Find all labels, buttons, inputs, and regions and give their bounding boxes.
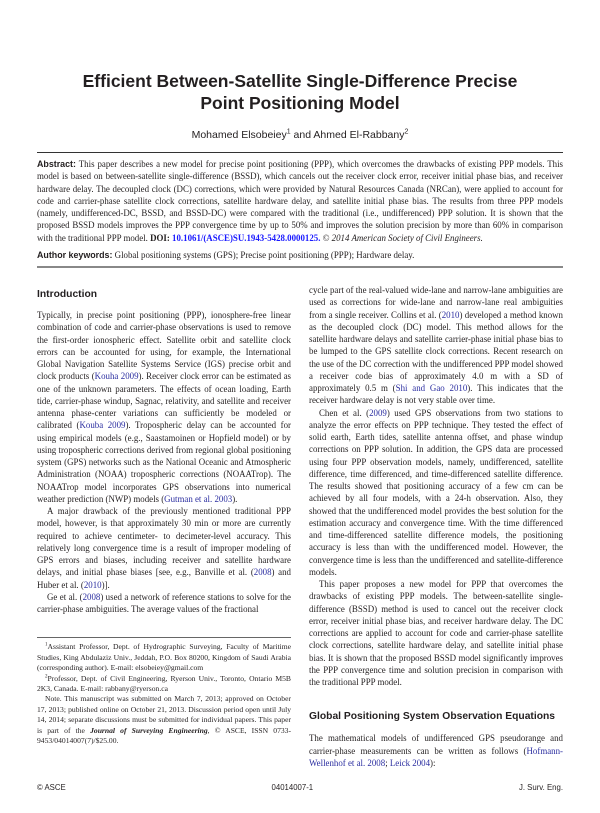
footer-publisher: © ASCE xyxy=(37,783,66,793)
paragraph-text: ). Tropospheric delay can be accounted for using empirical models (e.g., Saastamoinen or Hopfield model) or by using tropospheric corrections derived from regional global positioning system (GPS) networks such as the National Oceanic and Atmospheric Administration (NOAA) tropospheric corrections (NOAATrop). The NOAATrop model incorporates GPS observations into numerical weather prediction (NWP) models ( xyxy=(37,420,291,504)
keywords-text: Global positioning systems (GPS); Precise point positioning (PPP); Hardware delay. xyxy=(112,250,415,261)
abstract-text: This paper describes a new model for precise point positioning (PPP), which overcomes the drawbacks of existing PPP models. This model is based on between-satellite single-difference (BSSD), which cancels out the receiver clock error, receiver initial phase bias, and receiver hardware delay. The decoupled clock (DC) corrections, which were provided by Natural Resources Canada (NRCan), were applied to account for code and carrier-phase satellite clock corrections, satellite hardware delay, and satellite initial phase bias. The results from three PPP models (namely, undifferenced-DC, BSSD, and BSSD-DC) were compared with the traditional (i.e., undifferenced) PPP solution. It is shown that the proposed BSSD models improves the PPP convergence time by up to 50% and improves the solution precision by more than 60% in comparison with the traditional PPP model. xyxy=(37,159,563,243)
citation-link[interactable]: Leick 2004 xyxy=(389,757,431,768)
paragraph xyxy=(309,732,563,769)
citation-link[interactable]: 2010 xyxy=(441,309,460,320)
footnote-text: Assistant Professor, Dept. of Hydrographic Surveying, Faculty of Maritime Studies, King Abdulaziz Univ., Jeddah, P.O. Box 80200, Kingdom of Saudi Arabia (corresponding author). E-mail: elsobeiey@gmail.com xyxy=(37,642,291,673)
citation-link[interactable]: 2008 xyxy=(82,591,101,602)
footnote-mark: 1 xyxy=(45,642,48,648)
footnote-text: Professor, Dept. of Civil Engineering, Ryerson Univ., Toronto, Ontario M5B 2K3, Canada. E-mail: rabbany@ryerson.ca xyxy=(37,673,291,693)
submission-note xyxy=(37,694,291,746)
right-column-text xyxy=(309,284,563,688)
paragraph-text: Ge et al. ( xyxy=(47,591,83,602)
paragraph-text: A major drawback of the previously mentioned traditional PPP model, however, is that approximately 30 min or more are currently required to achieve centimeter- to decimeter-level accuracy. This relatively long convergence time is a result of improper modeling of GPS errors and biases, including receiver and satellite hardware delays, and initial phase biases [see, e.g., Banville et al. ( xyxy=(37,506,291,578)
citation-link[interactable]: 2010 xyxy=(83,579,102,590)
citation-link[interactable]: Gutman et al. 2003 xyxy=(164,493,233,504)
note-text: Note. This manuscript was submitted on March 7, 2013; approved on October 17, 2013; published online on October 21, 2013. Discussion period open until July 14, 2014; separate discussions must be submitted for individual papers. This paper is part of the xyxy=(37,694,291,735)
right-column xyxy=(309,284,563,769)
copyright: © 2014 American Society of Civil Engineers. xyxy=(320,232,483,243)
footnotes xyxy=(37,642,291,746)
paragraph xyxy=(309,578,563,688)
doi-label: DOI: xyxy=(150,232,170,243)
abstract xyxy=(37,158,563,244)
paragraph-text: ). This indicates that the receiver hardware delay is not very stable over time. xyxy=(309,383,563,406)
section-heading-gps-equations: Global Positioning System Observation Equations xyxy=(309,711,556,723)
body-columns xyxy=(37,284,563,769)
divider xyxy=(37,266,563,268)
citation-link[interactable]: 2009 xyxy=(369,407,387,418)
paragraph xyxy=(309,407,563,579)
footnote-1 xyxy=(37,642,291,673)
gps-section-text xyxy=(309,732,563,769)
journal-name: Journal of Surveying Engineering xyxy=(90,725,208,735)
left-column-text xyxy=(37,309,291,615)
page-footer xyxy=(37,783,563,793)
section-heading-introduction: Introduction xyxy=(37,289,98,301)
paper-title xyxy=(37,70,563,114)
paragraph-text: ; xyxy=(385,757,390,768)
paragraph-text: )]. xyxy=(101,579,110,590)
paragraph-text: cycle part of the real-valued wide-lane and narrow-lane ambiguities are used as corrections for wide-lane and narrow-lane real ambiguities from a single receiver. Collins et al. ( xyxy=(309,285,563,320)
paragraph-text: ). xyxy=(232,493,238,504)
note-text: , © ASCE, ISSN 0733-9453/04014007(7)/$25.00. xyxy=(37,725,292,745)
citation-link[interactable]: Kouba 2009 xyxy=(79,420,126,431)
paragraph-text: ) and Huber et al. ( xyxy=(37,567,291,590)
paragraph-text: This paper proposes a new model for PPP that overcomes the drawbacks of existing PPP models. The between-satellite single-difference (BSSD) method is used to cancel out the receiver clock error, receiver initial phase bias, and receiver hardware delay. The DC corrections are applied to account for code and carrier-phase satellite clock corrections, satellite hardware delay, and satellite initial phase bias. It is shown that the proposed BSSD model significantly improves the PPP convergence time and solution precision in comparison with the traditional PPP model. xyxy=(309,579,563,688)
footnote-mark: 2 xyxy=(45,674,48,680)
footer-journal: J. Surv. Eng. xyxy=(518,783,563,793)
paragraph xyxy=(37,505,291,591)
paragraph-text: Typically, in precise point positioning (PPP), ionosphere-free linear combination of code and carrier-phase observations is used to remove the first-order ionospheric effect. Satellite orbit and satellite clock errors can be accounted for using, for example, the International Global Navigation Satellite Systems Service (IGS) precise orbit and clock products ( xyxy=(37,310,291,382)
paragraph-text: ) used GPS observations from two stations to analyze the error effects on PPP technique. They tested the effect of solid earth, Earth tides, satellite antenna offset, and phase windup corrections on PPP solution. In addition, the GPS data are processed using four PPP observation models, namely, undifferenced, satellite difference, time differenced, and time-differenced satellite difference. The results showed that positioning accuracy of a few cm can be achieved by all four models, with a 24-h observation. Also, they showed that the undifferenced model provides the best solution for the estimation accuracy and convergence time. With the time differenced and time-differenced satellite difference models, the positioning accuracy is less than with the undifferenced model. However, the convergence time is less than the undifferenced and satellite-difference models. xyxy=(309,407,563,577)
paragraph xyxy=(309,284,563,407)
paragraph-text: ) used a network of reference stations to solve for the carrier-phase ambiguities. The average values of the fractional xyxy=(37,591,291,615)
paragraph xyxy=(37,309,291,505)
paragraph xyxy=(37,591,291,616)
authors-conjunction: and xyxy=(290,129,314,141)
author-affiliation-mark: 1 xyxy=(286,128,291,136)
abstract-label: Abstract: xyxy=(37,159,76,169)
authors xyxy=(37,128,563,142)
citation-link[interactable]: Shi and Gao 2010 xyxy=(395,383,468,394)
author-name: Mohamed Elsobeiey xyxy=(191,129,287,141)
footnote-divider xyxy=(37,637,291,638)
author-affiliation-mark: 2 xyxy=(404,128,409,136)
paragraph-text: Chen et al. ( xyxy=(319,407,370,418)
doi-link[interactable]: 10.1061/(ASCE)SU.1943-5428.0000125. xyxy=(169,232,321,243)
keywords xyxy=(37,249,563,261)
paragraph-text: The mathematical models of undifferenced GPS pseudorange and carrier-phase measurements can be written as follows ( xyxy=(309,733,563,756)
paragraph-text: ). Receiver clock error can be estimated as one of the unknown parameters. The effects of ocean loading, Earth tide, carrier-phase windup, Sagnac, relativity, and satellite and receiver antenna phase-center variations can sufficiently be modeled or calibrated ( xyxy=(37,371,291,431)
citation-link[interactable]: 2008 xyxy=(253,567,272,578)
footnote-2 xyxy=(37,674,291,695)
footer-page-number: 04014007-1 xyxy=(271,783,314,793)
citation-link[interactable]: Kouha 2009 xyxy=(94,371,139,382)
citation-link[interactable]: Hofmann-Wellenhof et al. 2008 xyxy=(309,745,563,768)
divider xyxy=(37,152,563,153)
keywords-label: Author keywords: xyxy=(37,250,113,261)
left-column xyxy=(37,284,291,769)
title-line: Efficient Between-Satellite Single-Difference Precise xyxy=(82,71,518,91)
paragraph-text: ): xyxy=(430,757,436,768)
title-line: Point Positioning Model xyxy=(200,93,400,113)
author-name: Ahmed El-Rabbany xyxy=(313,129,405,141)
paragraph-text: ) developed a method known as the decoupled clock (DC) model. This method allows for the satellite hardware delays and satellite carrier-phase initial phase bias to be lumped to the GPS satellite clock corrections. Recent research on the use of the DC correction with the undifferenced PPP model showed a receiver code bias of approximately 4.0 m with a SD of approximately 0.5 m ( xyxy=(309,309,563,394)
